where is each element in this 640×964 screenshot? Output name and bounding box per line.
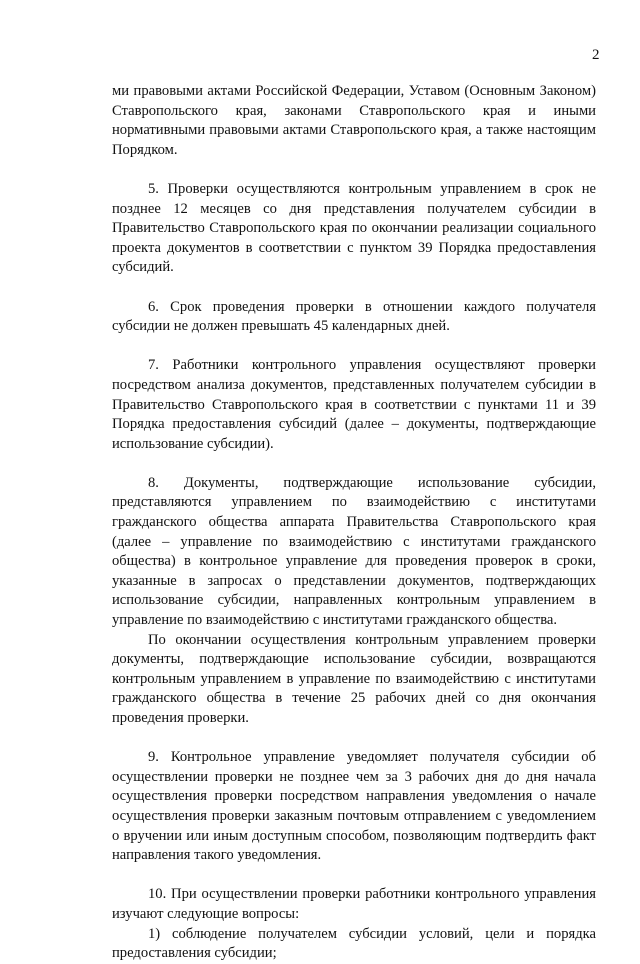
paragraph-5: 5. Проверки осуществляются контрольным управлением в срок не позднее 12 месяцев со дня представления получателем субсидии в Правительство Ставропольского края по окончании реализации социального проекта документов в соответствии с пунктом 39 Порядка предоставления субсидий.	[112, 180, 596, 276]
paragraph-10-item-1: 1) соблюдение получателем субсидии условий, цели и порядка предоставления субсидии;	[112, 925, 596, 962]
paragraph-9: 9. Контрольное управление уведомляет получателя субсидии об осуществлении проверки не позднее чем за 3 рабочих дня до дня начала осуществления проверки посредством направления уведомления о начале осуществления проверки заказным почтовым отправлением с уведомлением о вручении или иным доступным способом, позволяющим подтвердить факт направления такого уведомления.	[112, 749, 596, 864]
paragraph-10: 10. При осуществлении проверки работники контрольного управления изучают следующие вопросы:	[112, 886, 596, 922]
paragraph-7: 7. Работники контрольного управления осуществляют проверки посредством анализа документов, представленных получателем субсидии в Правительство Ставропольского края в соответствии с пунктами 11 и 39 Порядка предоставления субсидий (далее – документы, подтверждающие использование субсидии).	[112, 357, 596, 452]
paragraph-8-continued: По окончании осуществления контрольным управлением проверки документы, подтверждающие использование субсидии, возвращаются контрольным управлением в управление по взаимодействию с институтами гражданского общества в течение 25 рабочих дней со дня окончания проведения проверки.	[112, 631, 596, 726]
page-number: 2	[592, 47, 600, 63]
paragraph-continuation: ми правовыми актами Российской Федерации, Уставом (Основным Законом) Ставропольского края, законами Ставропольского края и иными нормативными правовыми актами Ставропольского края, а также настоящим Порядком.	[112, 83, 596, 158]
paragraph-8: 8. Документы, подтверждающие использование субсидии, представляются управлением по взаимодействию с институтами гражданского общества аппарата Правительства Ставропольского края (далее – управление по взаимодействию с институтами гражданского общества) в контрольное управление для проведения проверок в сроки, указанные в запросах о представлении документов, подтверждающих использование субсидии, направленных контрольным управлением в управление по взаимодействию с институтами гражданского общества.	[112, 474, 596, 629]
paragraph-6: 6. Срок проведения проверки в отношении каждого получателя субсидии не должен превышать 45 календарных дней.	[112, 298, 596, 335]
document-body	[112, 82, 596, 964]
